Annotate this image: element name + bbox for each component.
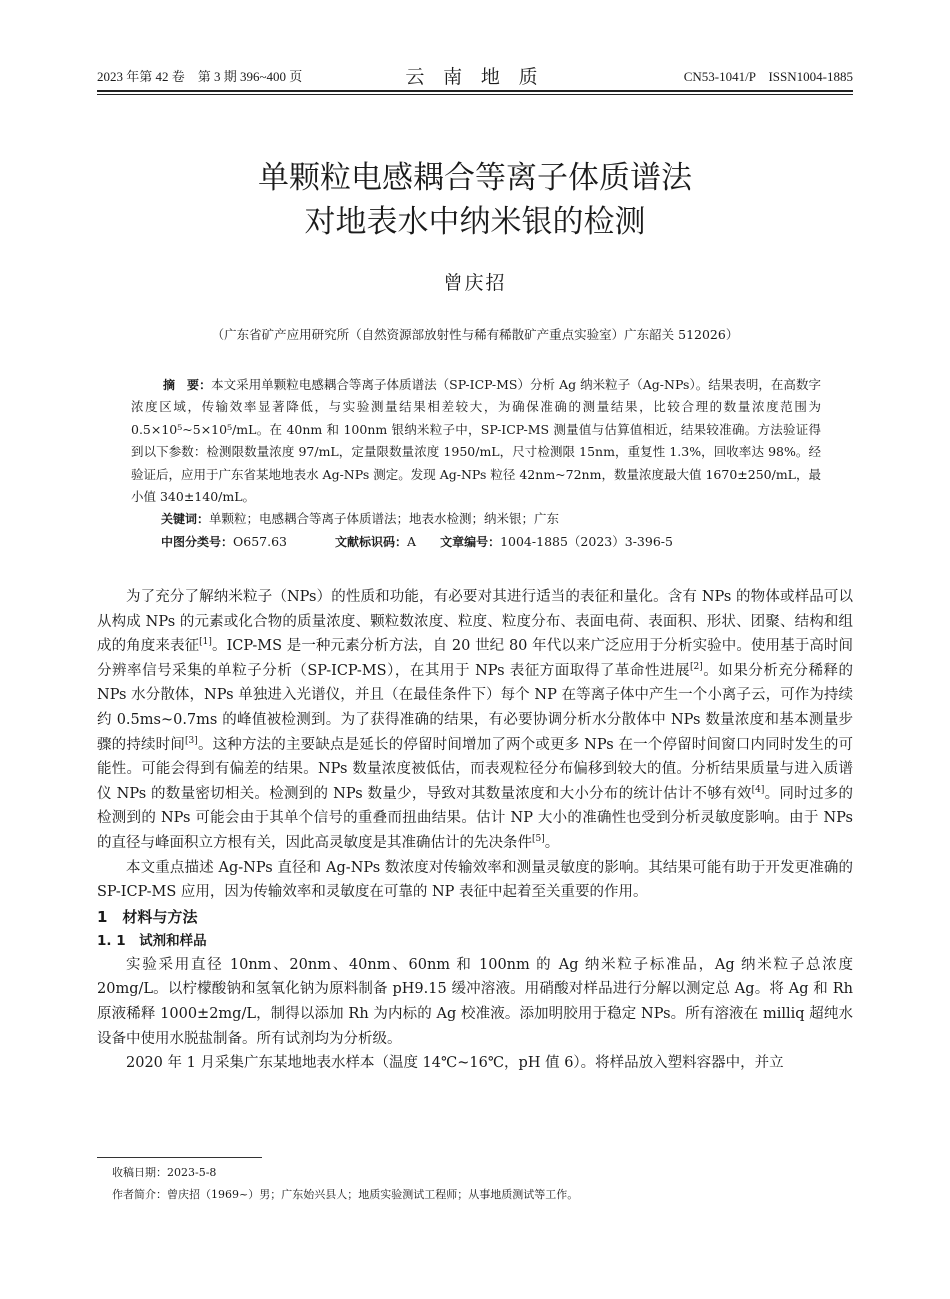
footnote-received-date: 收稿日期：2023-5-8 [112, 1166, 217, 1179]
running-header [97, 62, 853, 86]
p1-text-e: 。同时过多的检测到的 NPs 可能会由于其单个信号的重叠而扭曲结果。估计 NP 大小的准确性也受到分析灵敏度影响。由于 NPs 的直径与峰面积立方根有关，因此高灵敏度是其准确估计的先决条件 [97, 785, 853, 851]
header-rule-thin [97, 94, 853, 95]
doc-code-value: A [407, 533, 417, 549]
paragraph-4: 2020 年 1 月采集广东某地地表水样本（温度 14℃~16℃，pH 值 6）。将样品放入塑料容器中，并立 [126, 1055, 784, 1072]
paragraph-1 [97, 585, 853, 856]
paragraph-2: 本文重点描述 Ag-NPs 直径和 Ag-NPs 数浓度对传输效率和测量灵敏度的影响。其结果可能有助于开发更准确的 SP-ICP-MS 应用，因为传输效率和灵敏度在可靠的 NP 表征中起着至关重要的作用。 [97, 859, 853, 901]
citation-3: [3] [185, 735, 198, 746]
footnote-rule [97, 1157, 262, 1158]
article-number-value: 1004-1885（2023）3-396-5 [500, 533, 673, 549]
header-issue-info: 2023 年第 42 卷 第 3 期 396~400 页 [97, 69, 303, 84]
p1-text-c: 。如果分析充分稀释的 NPs 水分散体，NPs 单独进入光谱仪，并且（在最佳条件下）每个 NP 在等离子体中产生一个小离子云，可作为持续约 0.5ms~0.7ms 的峰值被检测到。为了获得准确的结果，有必要协调分析水分散体中 NPs 数量浓度和基本测量步骤的持续时间 [97, 662, 853, 753]
citation-2: [2] [690, 661, 703, 672]
subsection-heading-1-1: 1. 1 试剂和样品 [97, 932, 207, 949]
paragraph-3: 实验采用直径 10nm、20nm、40nm、60nm 和 100nm 的 Ag 纳米粒子标准品，Ag 纳米粒子总浓度 20mg/L。以柠檬酸钠和氢氧化钠为原料制备 pH9.15 缓冲溶液。用硝酸对样品进行分解以测定总 Ag。将 Ag 和 Rh 原液稀释 1000±2mg/L，制得以添加 Rh 为内标的 Ag 校准液。添加明胶用于稳定 NPs。所有溶液在 milliq 超纯水设备中使用水脱盐制备。所有试剂均为分析级。 [97, 956, 853, 1047]
title-line-2: 对地表水中纳米银的检测 [304, 204, 646, 240]
article-body [97, 585, 853, 1076]
citation-1: [1] [199, 637, 212, 648]
classification-line [131, 531, 821, 553]
p1-text-f: 。 [544, 834, 560, 851]
header-rule-thick [97, 90, 853, 92]
abstract [131, 374, 821, 508]
footnote-author-bio: 作者简介：曾庆招（1969~）男；广东始兴县人；地质实验测试工程师；从事地质测试等工作。 [112, 1188, 579, 1201]
keywords-text: 单颗粒；电感耦合等离子体质谱法；地表水检测；纳米银；广东 [209, 511, 560, 527]
p1-text-a: 为了充分了解纳米粒子（NPs）的性质和功能，有必要对其进行适当的表征和量化。含有 NPs 的物体或样品可以从构成 NPs 的元素或化合物的质量浓度、颗粒数浓度、粒度、粒度分布、表面电荷、表面积、形状、团聚、结构和组成的角度来表征 [97, 589, 853, 655]
abstract-block [131, 374, 821, 553]
citation-5: [5] [532, 834, 545, 845]
abstract-text: 本文采用单颗粒电感耦合等离子体质谱法（SP-ICP-MS）分析 Ag 纳米粒子（Ag-NPs）。结果表明，在高数字浓度区域，传输效率显著降低，与实验测量结果相差较大，为确保准确的测量结果，比较合理的数量浓度范围为 0.5×10⁵~5×10⁵/mL。在 40nm 和 100nm 银纳米粒子中，SP-ICP-MS 测量值与估算值相近，结果较准确。方法验证得到以下参数：检测限数量浓度 97/mL，定量限数量浓度 1950/mL，尺寸检测限 15nm，重复性 1.3%，回收率达 98%。经验证后，应用于广东省某地地表水 Ag-NPs 测定。发现 Ag-NPs 粒径 42nm~72nm，数量浓度最大值 1670±250/mL，最小值 340±140/mL。 [131, 377, 821, 505]
article-number-label: 文章编号： [440, 534, 501, 549]
abstract-label: 摘 要： [163, 378, 212, 392]
article-title [0, 156, 950, 244]
author-name: 曾庆招 [443, 272, 507, 294]
p1-text-d: 。这种方法的主要缺点是延长的停留时间增加了两个或更多 NPs 在一个停留时间窗口内同时发生的可能性。可能会得到有偏差的结果。NPs 数量浓度被低估，而表观粒径分布偏移到较大的值。分析结果质量与进入质谱仪 NPs 的数量密切相关。检测到的 NPs 数量少，导致对其数量浓度和大小分布的统计估计不够有效 [97, 736, 853, 802]
section-heading-1: 1 材料与方法 [97, 907, 198, 926]
author-affiliation: （广东省矿产应用研究所（自然资源部放射性与稀有稀散矿产重点实验室）广东韶关 512026） [211, 327, 739, 342]
header-issn: CN53-1041/P ISSN1004-1885 [683, 69, 853, 84]
citation-4: [4] [751, 784, 765, 795]
keywords-label: 关键词： [161, 512, 210, 527]
header-journal-name: 云 南 地 质 [405, 67, 545, 88]
p1-text-b: 。ICP-MS 是一种元素分析方法，自 20 世纪 80 年代以来广泛应用于分析实验中。使用基于高时间分辨率信号采集的单粒子分析（SP-ICP-MS），在其用于 NPs 表征方面取得了革命性进展 [97, 638, 853, 679]
clc-value: O657.63 [233, 533, 288, 549]
clc-label: 中图分类号： [161, 534, 234, 549]
doc-code-label: 文献标识码： [335, 534, 408, 549]
title-line-1: 单颗粒电感耦合等离子体质谱法 [258, 160, 692, 196]
keywords [131, 508, 821, 530]
